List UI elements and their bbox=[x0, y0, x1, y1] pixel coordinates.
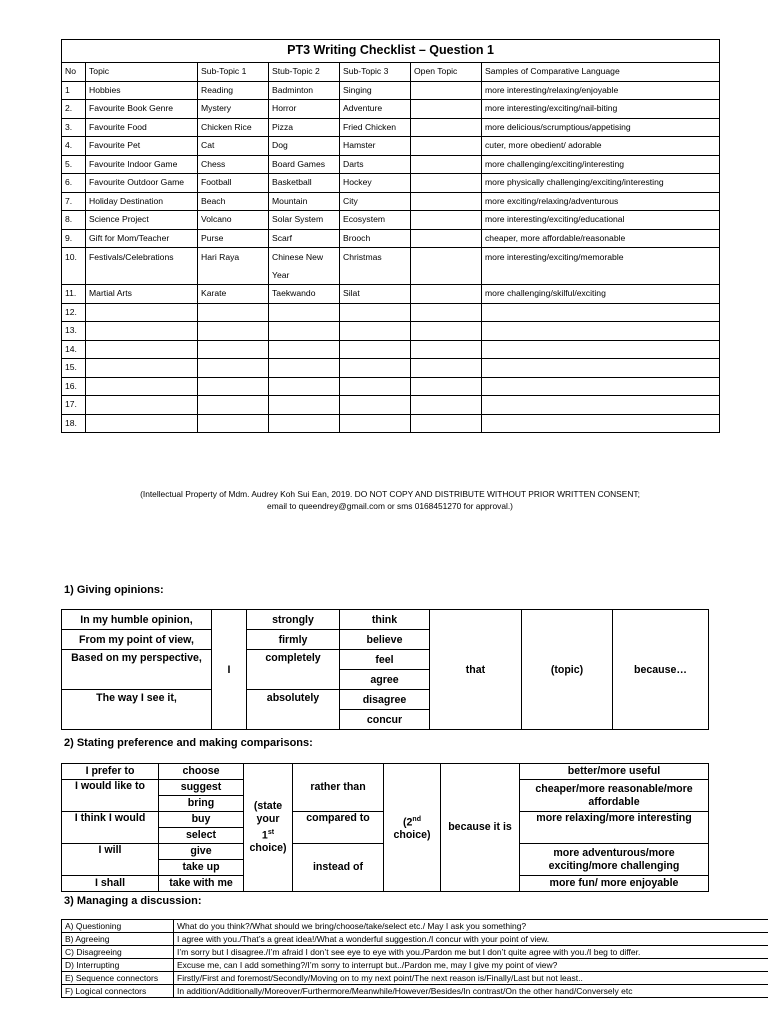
quality-cell: more relaxing/more interesting bbox=[520, 812, 709, 844]
checklist-cell: Volcano bbox=[198, 211, 269, 230]
checklist-cell: Ecosystem bbox=[340, 211, 411, 230]
checklist-cell bbox=[198, 322, 269, 341]
checklist-cell: 9. bbox=[62, 229, 86, 248]
col-header: Topic bbox=[86, 63, 198, 82]
quality-cell: more fun/ more enjoyable bbox=[520, 876, 709, 892]
checklist-cell: Reading bbox=[198, 81, 269, 100]
checklist-cell bbox=[269, 396, 340, 415]
checklist-cell bbox=[411, 118, 482, 137]
discussion-row bbox=[62, 959, 768, 972]
checklist-cell: Hobbies bbox=[86, 81, 198, 100]
col-header: Samples of Comparative Language bbox=[482, 63, 720, 82]
checklist-cell: Board Games bbox=[269, 155, 340, 174]
checklist-cell bbox=[411, 81, 482, 100]
checklist-cell bbox=[411, 414, 482, 433]
checklist-cell bbox=[340, 396, 411, 415]
checklist-cell: 8. bbox=[62, 211, 86, 230]
checklist-cell: Singing bbox=[340, 81, 411, 100]
checklist-cell bbox=[269, 414, 340, 433]
checklist-cell: Football bbox=[198, 174, 269, 193]
checklist-cell bbox=[198, 414, 269, 433]
discussion-phrases: Excuse me, can I add something?/I’m sorry to interrupt but../Pardon me, may I give my point of view? bbox=[174, 959, 768, 972]
checklist-cell: Cat bbox=[198, 137, 269, 156]
checklist-cell: 4. bbox=[62, 137, 86, 156]
subject-cell: I prefer to bbox=[62, 764, 159, 780]
comparator-cell: compared to bbox=[293, 812, 384, 844]
second-choice-sup: nd bbox=[412, 815, 421, 823]
verb-cell: give bbox=[159, 844, 244, 860]
checklist-cell bbox=[198, 377, 269, 396]
opener-cell: Based on my perspective, bbox=[62, 650, 212, 690]
discussion-table bbox=[61, 919, 768, 998]
opener-cell: From my point of view, bbox=[62, 630, 212, 650]
checklist-cell: Mystery bbox=[198, 100, 269, 119]
discussion-category: F) Logical connectors bbox=[62, 985, 174, 998]
opinions-table bbox=[61, 609, 709, 730]
preference-table bbox=[61, 763, 709, 892]
checklist-row bbox=[62, 414, 720, 433]
checklist-cell: Chess bbox=[198, 155, 269, 174]
discussion-phrases: I’m sorry but I disagree./I’m afraid I don’t see eye to eye with you./Pardon me but I don’t quite agree with you./I beg to differ. bbox=[174, 946, 768, 959]
checklist-cell bbox=[411, 229, 482, 248]
checklist-cell: more interesting/exciting/nail-biting bbox=[482, 100, 720, 119]
checklist-cell bbox=[482, 396, 720, 415]
checklist-cell: Chicken Rice bbox=[198, 118, 269, 137]
checklist-cell bbox=[340, 359, 411, 378]
col-header: Sub-Topic 1 bbox=[198, 63, 269, 82]
col-header: Open Topic bbox=[411, 63, 482, 82]
checklist-row bbox=[62, 81, 720, 100]
checklist-cell: Martial Arts bbox=[86, 285, 198, 304]
checklist-cell: 13. bbox=[62, 322, 86, 341]
checklist-cell: 10. bbox=[62, 248, 86, 285]
second-choice-text: (2 bbox=[403, 816, 413, 829]
checklist-cell: Dog bbox=[269, 137, 340, 156]
checklist-cell: Favourite Food bbox=[86, 118, 198, 137]
checklist-cell: Hamster bbox=[340, 137, 411, 156]
checklist-cell: Taekwando bbox=[269, 285, 340, 304]
checklist-cell bbox=[269, 303, 340, 322]
discussion-row bbox=[62, 933, 768, 946]
checklist-cell bbox=[411, 248, 482, 285]
first-choice-text: your bbox=[256, 812, 280, 825]
comparator-cell: rather than bbox=[293, 764, 384, 812]
checklist-cell: Festivals/Celebrations bbox=[86, 248, 198, 285]
checklist-cell bbox=[269, 377, 340, 396]
verb-cell: agree bbox=[340, 670, 430, 690]
discussion-row bbox=[62, 946, 768, 959]
checklist-cell: Karate bbox=[198, 285, 269, 304]
verb-cell: buy bbox=[159, 812, 244, 828]
checklist-cell bbox=[482, 322, 720, 341]
verb-cell: believe bbox=[340, 630, 430, 650]
discussion-phrases: Firstly/First and foremost/Secondly/Moving on to my next point/The next reason is/Finally/Last but not least.. bbox=[174, 972, 768, 985]
checklist-cell: Favourite Pet bbox=[86, 137, 198, 156]
discussion-phrases: What do you think?/What should we bring/choose/take/select etc./ May I ask you something? bbox=[174, 920, 768, 933]
checklist-title: PT3 Writing Checklist – Question 1 bbox=[62, 40, 720, 63]
checklist-cell bbox=[269, 359, 340, 378]
checklist-cell: Scarf bbox=[269, 229, 340, 248]
checklist-cell bbox=[340, 303, 411, 322]
checklist-cell bbox=[340, 377, 411, 396]
checklist-row bbox=[62, 174, 720, 193]
checklist-header-row bbox=[62, 63, 720, 82]
checklist-cell: Purse bbox=[198, 229, 269, 248]
discussion-row bbox=[62, 985, 768, 998]
checklist-cell bbox=[86, 414, 198, 433]
section-heading-preference: 2) Stating preference and making comparisons: bbox=[64, 737, 313, 749]
checklist-cell: Fried Chicken bbox=[340, 118, 411, 137]
checklist-cell: more exciting/relaxing/adventurous bbox=[482, 192, 720, 211]
checklist-cell bbox=[482, 414, 720, 433]
checklist-cell: more challenging/skilful/exciting bbox=[482, 285, 720, 304]
checklist-cell: more interesting/exciting/educational bbox=[482, 211, 720, 230]
checklist-row bbox=[62, 192, 720, 211]
checklist-cell bbox=[482, 303, 720, 322]
checklist-row bbox=[62, 322, 720, 341]
adverb-cell: completely bbox=[247, 650, 340, 690]
checklist-cell: Chinese New Year bbox=[269, 248, 340, 285]
checklist-row bbox=[62, 377, 720, 396]
checklist-cell bbox=[198, 396, 269, 415]
second-choice-cell bbox=[384, 764, 441, 892]
verb-cell: select bbox=[159, 828, 244, 844]
topic-cell: (topic) bbox=[522, 610, 613, 730]
checklist-cell bbox=[86, 377, 198, 396]
second-choice-text: choice) bbox=[393, 829, 431, 842]
checklist-cell: more challenging/exciting/interesting bbox=[482, 155, 720, 174]
checklist-cell: 17. bbox=[62, 396, 86, 415]
checklist-cell bbox=[198, 340, 269, 359]
checklist-cell: 6. bbox=[62, 174, 86, 193]
first-choice-cell bbox=[244, 764, 293, 892]
section-heading-opinions: 1) Giving opinions: bbox=[64, 584, 164, 596]
checklist-cell: Science Project bbox=[86, 211, 198, 230]
subject-cell: I will bbox=[62, 844, 159, 876]
checklist-cell: Holiday Destination bbox=[86, 192, 198, 211]
checklist-cell bbox=[86, 340, 198, 359]
quality-cell: better/more useful bbox=[520, 764, 709, 780]
discussion-phrases: In addition/Additionally/Moreover/Furthermore/Meanwhile/However/Besides/In contrast/On the other hand/Conversely etc bbox=[174, 985, 768, 998]
checklist-row bbox=[62, 229, 720, 248]
checklist-row bbox=[62, 118, 720, 137]
verb-cell: bring bbox=[159, 796, 244, 812]
subject-cell: I think I would bbox=[62, 812, 159, 844]
checklist-cell bbox=[86, 303, 198, 322]
checklist-cell bbox=[411, 303, 482, 322]
checklist-row bbox=[62, 285, 720, 304]
verb-cell: feel bbox=[340, 650, 430, 670]
checklist-cell: Silat bbox=[340, 285, 411, 304]
checklist-cell: cuter, more obedient/ adorable bbox=[482, 137, 720, 156]
checklist-cell bbox=[86, 322, 198, 341]
discussion-category: D) Interrupting bbox=[62, 959, 174, 972]
checklist-cell: Pizza bbox=[269, 118, 340, 137]
writing-checklist-table bbox=[61, 39, 720, 433]
ip-notice bbox=[61, 488, 719, 512]
checklist-row bbox=[62, 340, 720, 359]
checklist-cell bbox=[340, 322, 411, 341]
checklist-cell bbox=[86, 359, 198, 378]
opener-cell: In my humble opinion, bbox=[62, 610, 212, 630]
checklist-cell: City bbox=[340, 192, 411, 211]
checklist-cell: 18. bbox=[62, 414, 86, 433]
checklist-row bbox=[62, 303, 720, 322]
checklist-cell bbox=[198, 359, 269, 378]
discussion-body bbox=[62, 920, 768, 998]
checklist-cell bbox=[340, 340, 411, 359]
checklist-cell: cheaper, more affordable/reasonable bbox=[482, 229, 720, 248]
verb-cell: concur bbox=[340, 710, 430, 730]
checklist-cell: 11. bbox=[62, 285, 86, 304]
checklist-cell: 14. bbox=[62, 340, 86, 359]
checklist-cell: Favourite Book Genre bbox=[86, 100, 198, 119]
ip-notice-line: (Intellectual Property of Mdm. Audrey Koh Sui Ean, 2019. DO NOT COPY AND DISTRIBUTE WITHOUT PRIOR WRITTEN CONSENT; bbox=[140, 489, 640, 499]
first-choice-text: (state bbox=[253, 799, 283, 812]
pronoun-cell: I bbox=[212, 610, 247, 730]
checklist-cell: 16. bbox=[62, 377, 86, 396]
verb-cell: suggest bbox=[159, 780, 244, 796]
col-header: Sub-Topic 3 bbox=[340, 63, 411, 82]
checklist-cell: 15. bbox=[62, 359, 86, 378]
checklist-cell: 7. bbox=[62, 192, 86, 211]
checklist-cell bbox=[340, 414, 411, 433]
checklist-cell bbox=[269, 322, 340, 341]
checklist-cell: Christmas bbox=[340, 248, 411, 285]
checklist-cell: Hari Raya bbox=[198, 248, 269, 285]
subject-cell: I would like to bbox=[62, 780, 159, 812]
checklist-cell: Darts bbox=[340, 155, 411, 174]
checklist-cell: 5. bbox=[62, 155, 86, 174]
quality-cell: more adventurous/more exciting/more challenging bbox=[520, 844, 709, 876]
discussion-category: C) Disagreeing bbox=[62, 946, 174, 959]
adverb-cell: absolutely bbox=[247, 690, 340, 730]
section-heading-discussion: 3) Managing a discussion: bbox=[64, 895, 202, 907]
col-header: Stub-Topic 2 bbox=[269, 63, 340, 82]
opener-cell: The way I see it, bbox=[62, 690, 212, 730]
checklist-cell: 12. bbox=[62, 303, 86, 322]
checklist-row bbox=[62, 396, 720, 415]
discussion-category: A) Questioning bbox=[62, 920, 174, 933]
checklist-cell bbox=[482, 377, 720, 396]
checklist-cell: Gift for Mom/Teacher bbox=[86, 229, 198, 248]
checklist-cell bbox=[411, 211, 482, 230]
checklist-cell bbox=[411, 137, 482, 156]
adverb-cell: firmly bbox=[247, 630, 340, 650]
checklist-cell bbox=[411, 396, 482, 415]
verb-cell: take up bbox=[159, 860, 244, 876]
subject-cell: I shall bbox=[62, 876, 159, 892]
discussion-category: B) Agreeing bbox=[62, 933, 174, 946]
checklist-cell: Solar System bbox=[269, 211, 340, 230]
checklist-cell: more physically challenging/exciting/interesting bbox=[482, 174, 720, 193]
first-choice-sup: st bbox=[267, 828, 275, 836]
checklist-cell bbox=[411, 174, 482, 193]
checklist-cell: Beach bbox=[198, 192, 269, 211]
verb-cell: think bbox=[340, 610, 430, 630]
checklist-cell: more interesting/relaxing/enjoyable bbox=[482, 81, 720, 100]
checklist-row bbox=[62, 155, 720, 174]
adverb-cell: strongly bbox=[247, 610, 340, 630]
checklist-row bbox=[62, 359, 720, 378]
checklist-cell: Hockey bbox=[340, 174, 411, 193]
checklist-cell bbox=[411, 155, 482, 174]
checklist-cell: 1 bbox=[62, 81, 86, 100]
ip-notice-line: email to queendrey@gmail.com or sms 0168451270 for approval.) bbox=[267, 501, 513, 511]
checklist-cell: 2. bbox=[62, 100, 86, 119]
verb-cell: take with me bbox=[159, 876, 244, 892]
because-cell: because… bbox=[613, 610, 709, 730]
checklist-cell: Horror bbox=[269, 100, 340, 119]
checklist-cell: Adventure bbox=[340, 100, 411, 119]
col-header: No bbox=[62, 63, 86, 82]
checklist-cell: Favourite Indoor Game bbox=[86, 155, 198, 174]
checklist-cell: Basketball bbox=[269, 174, 340, 193]
checklist-cell bbox=[411, 322, 482, 341]
checklist-cell: Mountain bbox=[269, 192, 340, 211]
checklist-cell bbox=[269, 340, 340, 359]
discussion-category: E) Sequence connectors bbox=[62, 972, 174, 985]
discussion-row bbox=[62, 920, 768, 933]
discussion-phrases: I agree with you./That’s a great idea!/What a wonderful suggestion./I concur with your point of view. bbox=[174, 933, 768, 946]
checklist-cell bbox=[411, 100, 482, 119]
checklist-cell bbox=[411, 192, 482, 211]
checklist-cell: Brooch bbox=[340, 229, 411, 248]
checklist-cell bbox=[198, 303, 269, 322]
checklist-cell bbox=[411, 340, 482, 359]
verb-cell: choose bbox=[159, 764, 244, 780]
quality-cell: cheaper/more reasonable/more affordable bbox=[520, 780, 709, 812]
discussion-row bbox=[62, 972, 768, 985]
first-choice-text: 1 bbox=[261, 829, 268, 842]
checklist-cell bbox=[411, 359, 482, 378]
checklist-row bbox=[62, 248, 720, 285]
checklist-cell: more interesting/exciting/memorable bbox=[482, 248, 720, 285]
checklist-cell bbox=[482, 359, 720, 378]
comparator-cell: instead of bbox=[293, 844, 384, 892]
because-cell: because it is bbox=[441, 764, 520, 892]
checklist-cell bbox=[482, 340, 720, 359]
checklist-cell bbox=[86, 396, 198, 415]
checklist-cell bbox=[411, 285, 482, 304]
checklist-cell: Badminton bbox=[269, 81, 340, 100]
checklist-row bbox=[62, 137, 720, 156]
checklist-row bbox=[62, 100, 720, 119]
checklist-cell: 3. bbox=[62, 118, 86, 137]
first-choice-text: choice) bbox=[249, 842, 287, 855]
checklist-row bbox=[62, 211, 720, 230]
checklist-cell: more delicious/scrumptious/appetising bbox=[482, 118, 720, 137]
that-cell: that bbox=[430, 610, 522, 730]
checklist-cell bbox=[411, 377, 482, 396]
verb-cell: disagree bbox=[340, 690, 430, 710]
checklist-cell: Favourite Outdoor Game bbox=[86, 174, 198, 193]
checklist-body bbox=[62, 81, 720, 433]
